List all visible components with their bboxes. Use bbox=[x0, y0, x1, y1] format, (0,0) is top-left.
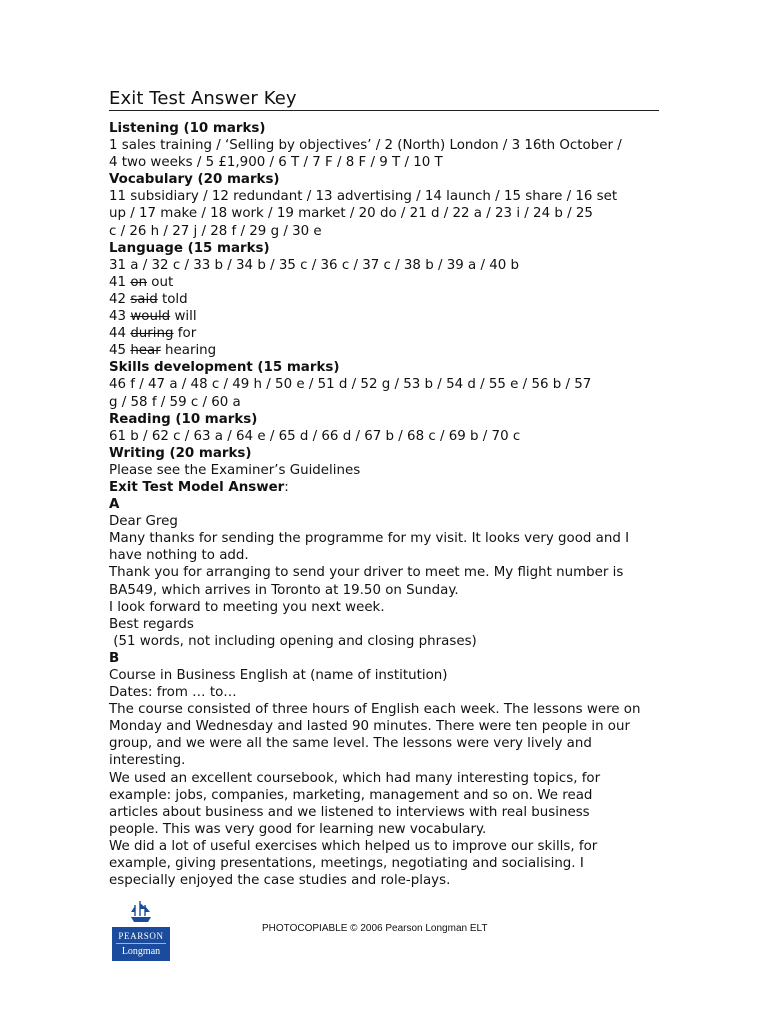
model-answer-b-line: people. This was very good for learning new vocabulary. bbox=[109, 821, 487, 837]
model-answer-a-line: Many thanks for sending the programme for my visit. It looks very good and I bbox=[109, 531, 630, 547]
skills-answers-line: 46 f / 47 a / 48 c / 49 h / 50 e / 51 d / 52 g / 53 b / 54 d / 55 e / 56 b / 57 bbox=[109, 377, 592, 393]
section-heading-reading: Reading (10 marks) bbox=[109, 411, 258, 427]
correction-item bbox=[109, 342, 659, 359]
model-answer-b-line: We did a lot of useful exercises which helped us to improve our skills, for bbox=[109, 838, 598, 854]
pearson-longman-logo bbox=[112, 900, 170, 962]
model-answer-a-line: I look forward to meeting you next week. bbox=[109, 599, 385, 615]
correction-number: 41 bbox=[109, 274, 127, 290]
corrected-word: told bbox=[161, 291, 188, 307]
corrected-word: hearing bbox=[165, 343, 217, 359]
correction-item bbox=[109, 274, 659, 291]
correction-item bbox=[109, 291, 659, 308]
correction-item bbox=[109, 308, 659, 325]
model-answer-b-line: We used an excellent coursebook, which had many interesting topics, for bbox=[109, 770, 601, 786]
model-answer-b-line: articles about business and we listened to interviews with real business bbox=[109, 804, 590, 820]
section-heading-writing: Writing (20 marks) bbox=[109, 445, 252, 461]
logo-wordmark-top: PEARSON bbox=[118, 931, 164, 941]
struck-word: on bbox=[130, 274, 147, 290]
correction-number: 43 bbox=[109, 309, 127, 325]
logo-wordmark-bottom: Longman bbox=[121, 946, 161, 957]
ship-icon bbox=[130, 900, 152, 924]
model-answer-b-line: Course in Business English at (name of institution) bbox=[109, 668, 448, 683]
language-answers-line: 31 a / 32 c / 33 b / 34 b / 35 c / 36 c / 37 c / 38 b / 39 a / 40 b bbox=[109, 257, 520, 273]
model-answer-b-line: Monday and Wednesday and lasted 90 minutes. There were ten people in our bbox=[109, 719, 630, 735]
section-heading-skills: Skills development (15 marks) bbox=[109, 360, 340, 376]
corrected-word: will bbox=[174, 309, 197, 325]
correction-item bbox=[109, 325, 659, 342]
model-answer-b-line: especially enjoyed the case studies and role-plays. bbox=[109, 873, 451, 889]
correction-number: 45 bbox=[109, 343, 127, 359]
struck-word: said bbox=[130, 291, 158, 307]
model-answer-b-line: Dates: from … to… bbox=[109, 685, 237, 701]
corrected-word: out bbox=[151, 274, 174, 290]
model-answer-label-a: A bbox=[109, 497, 120, 513]
reading-answers-line: 61 b / 62 c / 63 a / 64 e / 65 d / 66 d / 67 b / 68 c / 69 b / 70 c bbox=[109, 428, 521, 444]
struck-word: would bbox=[130, 309, 171, 325]
listening-answers-line: 4 two weeks / 5 £1,900 / 6 T / 7 F / 8 F / 9 T / 10 T bbox=[109, 155, 443, 171]
correction-number: 42 bbox=[109, 291, 127, 307]
model-answer-b-line: interesting. bbox=[109, 753, 186, 769]
section-heading-listening: Listening (10 marks) bbox=[109, 121, 266, 136]
corrected-word: for bbox=[177, 326, 197, 342]
model-answer-b-line: group, and we were all the same level. The lessons were very lively and bbox=[109, 736, 592, 752]
listening-answers-line: 1 sales training / ‘Selling by objectives’ / 2 (North) London / 3 16th October / bbox=[109, 138, 622, 154]
correction-number: 44 bbox=[109, 326, 127, 342]
copyright-footer: PHOTOCOPIABLE © 2006 Pearson Longman ELT bbox=[262, 923, 488, 934]
model-answer-a-line: (51 words, not including opening and closing phrases) bbox=[109, 633, 477, 649]
answer-key-page bbox=[109, 88, 659, 889]
page-title: Exit Test Answer Key bbox=[109, 88, 659, 111]
writing-note: Please see the Examiner’s Guidelines bbox=[109, 462, 361, 478]
model-answer-b-line: example, giving presentations, meetings, negotiating and socialising. I bbox=[109, 856, 584, 872]
vocabulary-answers-line: up / 17 make / 18 work / 19 market / 20 do / 21 d / 22 a / 23 i / 24 b / 25 bbox=[109, 206, 593, 222]
vocabulary-answers-line: c / 26 h / 27 j / 28 f / 29 g / 30 e bbox=[109, 223, 322, 239]
model-answer-b-line: example: jobs, companies, marketing, management and so on. We read bbox=[109, 787, 593, 803]
struck-word: during bbox=[130, 326, 174, 342]
section-heading-vocabulary: Vocabulary (20 marks) bbox=[109, 172, 280, 188]
model-answer-label-b: B bbox=[109, 650, 120, 666]
logo-divider bbox=[116, 943, 166, 944]
skills-answers-line: g / 58 f / 59 c / 60 a bbox=[109, 394, 241, 410]
model-answer-a-line: have nothing to add. bbox=[109, 548, 249, 564]
heading-colon: : bbox=[284, 479, 289, 495]
section-heading-language: Language (15 marks) bbox=[109, 240, 270, 256]
answer-key-body bbox=[109, 120, 659, 889]
model-answer-heading-row bbox=[109, 479, 659, 496]
section-heading-model-answer: Exit Test Model Answer bbox=[109, 479, 285, 495]
logo-box bbox=[112, 927, 170, 961]
model-answer-b-line: The course consisted of three hours of English each week. The lessons were on bbox=[109, 702, 641, 718]
model-answer-a-line: Best regards bbox=[109, 616, 194, 632]
model-answer-a-line: Dear Greg bbox=[109, 514, 178, 530]
model-answer-a-line: BA549, which arrives in Toronto at 19.50 on Sunday. bbox=[109, 582, 459, 598]
model-answer-a-line: Thank you for arranging to send your driver to meet me. My flight number is bbox=[109, 565, 624, 581]
vocabulary-answers-line: 11 subsidiary / 12 redundant / 13 advertising / 14 launch / 15 share / 16 set bbox=[109, 189, 618, 205]
struck-word: hear bbox=[130, 343, 161, 359]
